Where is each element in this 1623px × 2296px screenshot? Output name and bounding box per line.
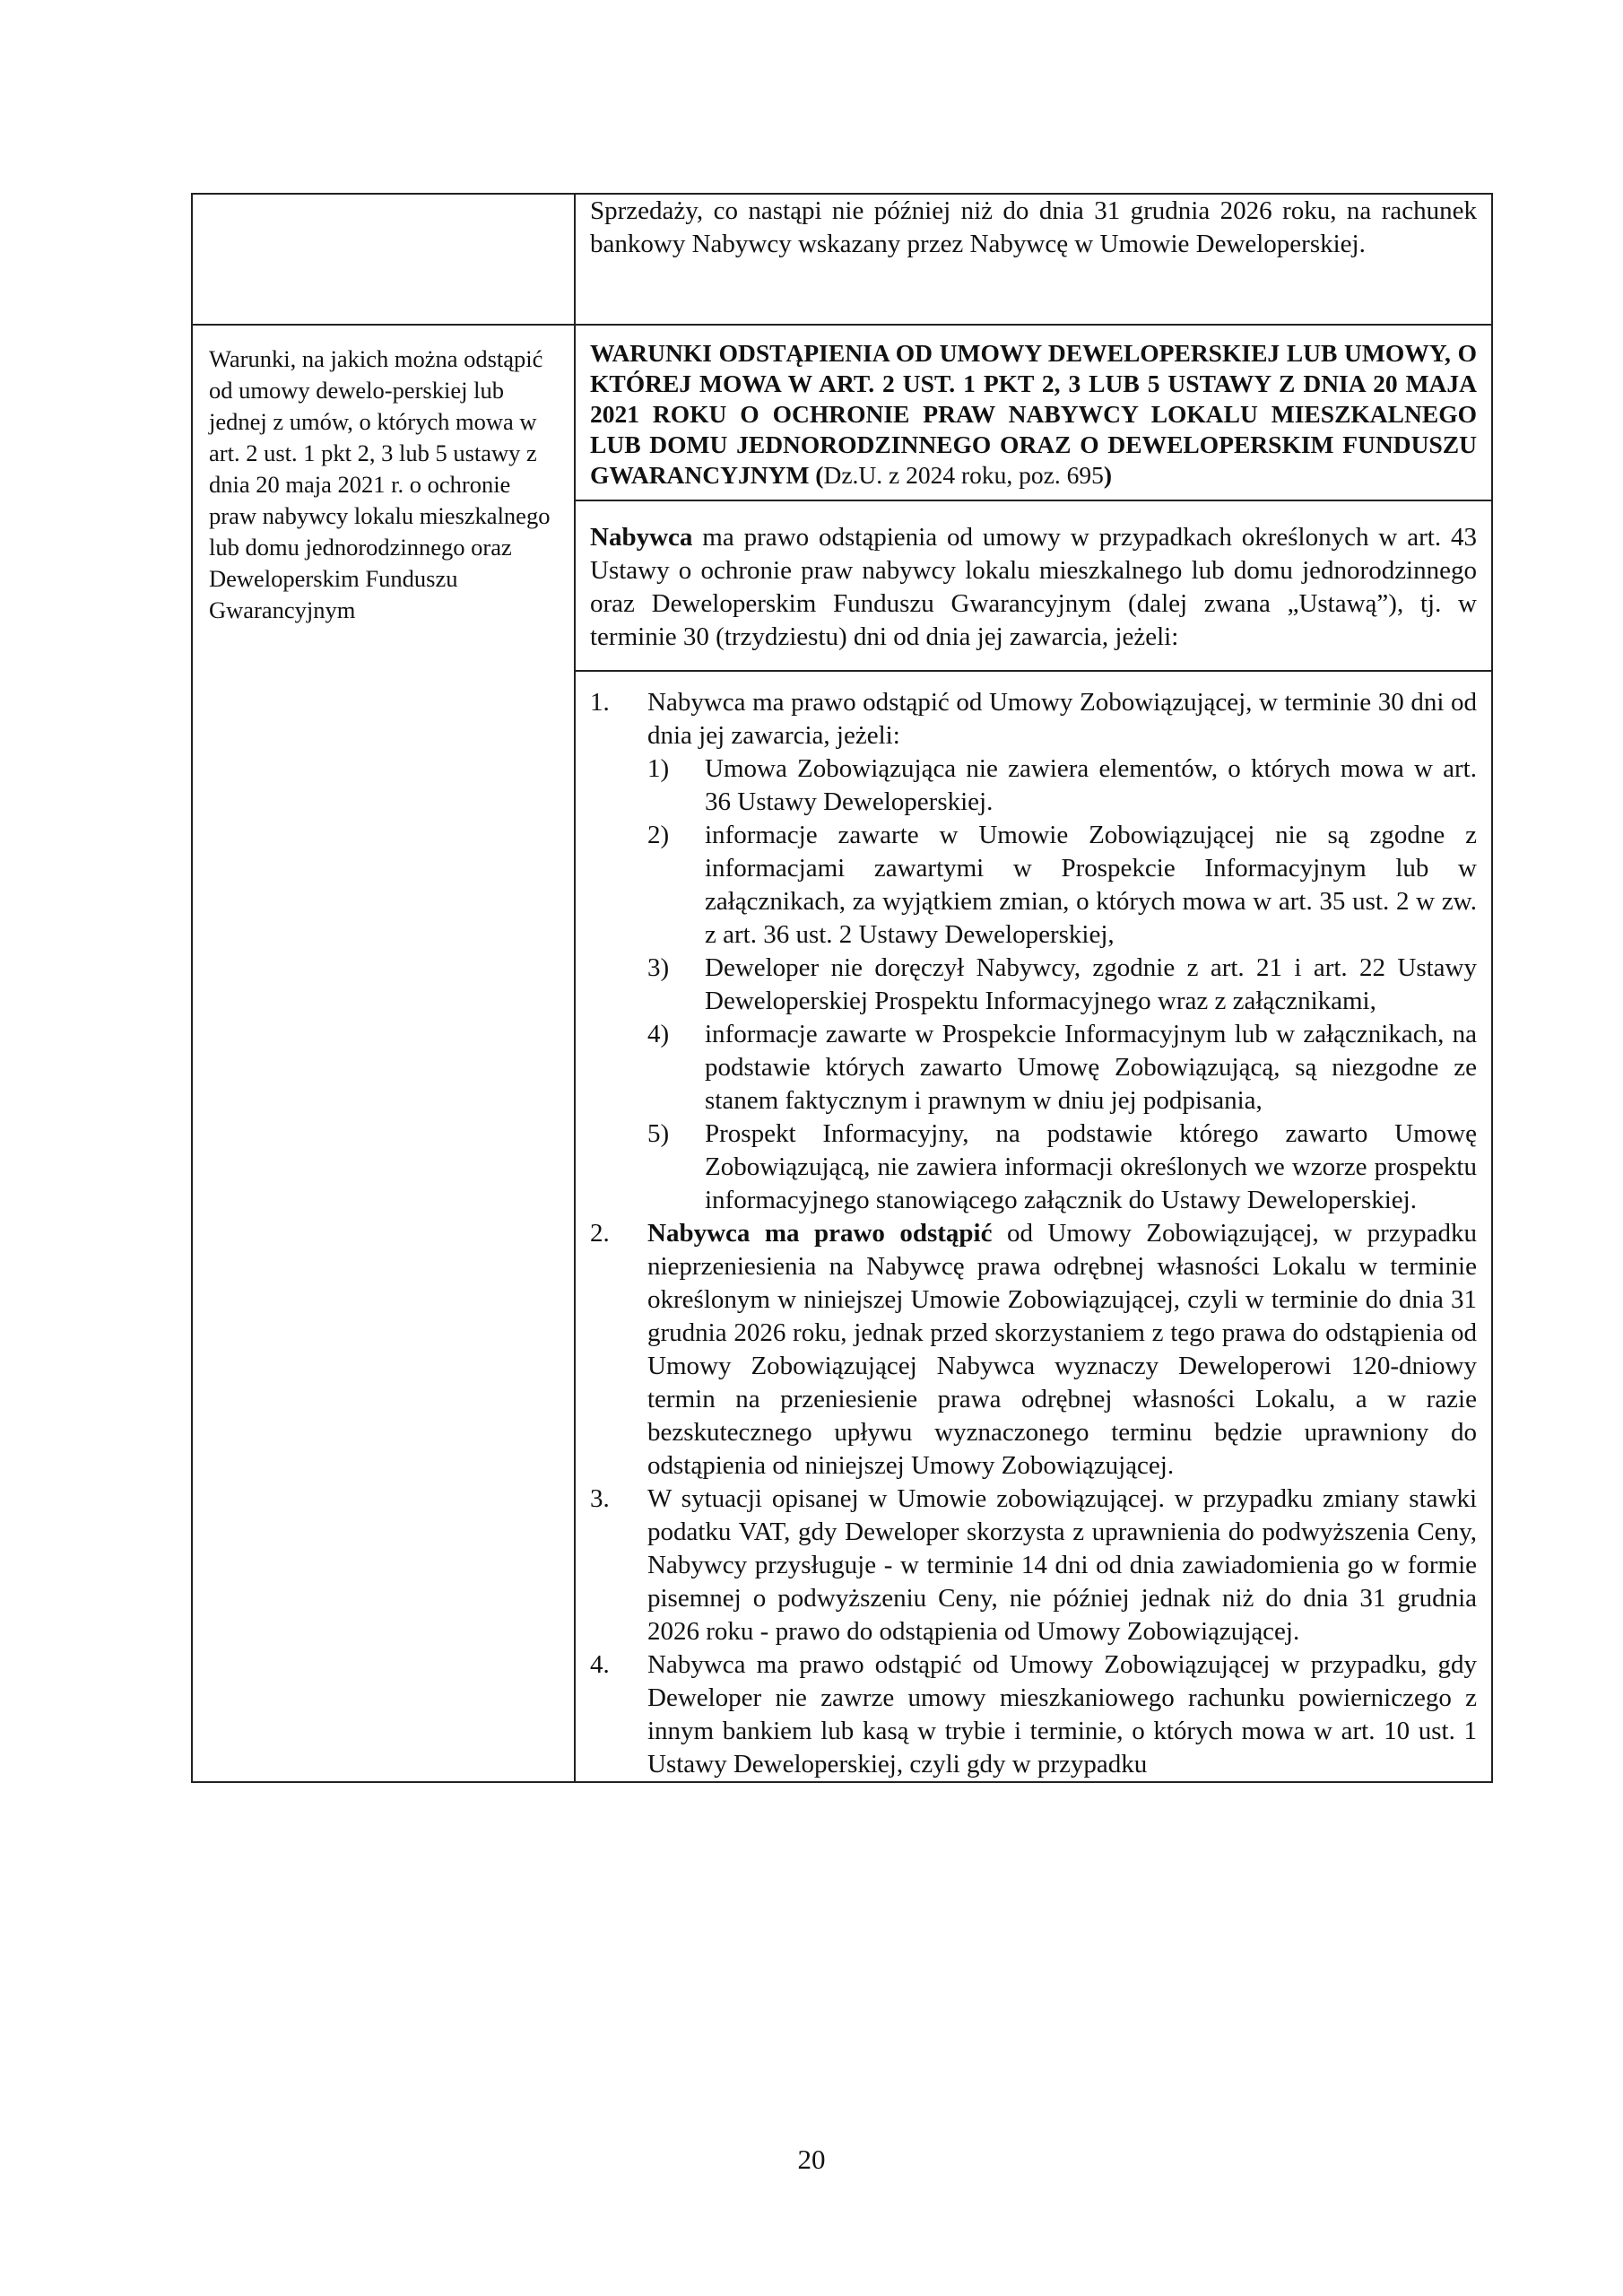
table-row-withdrawal [192, 325, 1492, 500]
sub-item-number: 2) [647, 821, 670, 849]
table-row-continuation [192, 194, 1492, 325]
sub-list-item [647, 1118, 1477, 1217]
sub-list-item [647, 952, 1477, 1018]
list-item [590, 1483, 1477, 1648]
sub-item-text: Deweloper nie doręczył Nabywcy, zgodnie z art. 21 i art. 22 Ustawy Deweloperskiej Prospektu Informacyjnego wraz z załącznikami, [705, 953, 1477, 1015]
sub-list-wrapper [590, 752, 1477, 1217]
item-number: 3. [590, 1484, 610, 1513]
numbered-list [590, 686, 1477, 1781]
intro-paragraph [576, 501, 1491, 670]
sub-list [590, 752, 1477, 1217]
continuation-text: Sprzedaży, co nastąpi nie później niż do dnia 31 grudnia 2026 roku, na rachunek bankowy Nabywcy wskazany przez Nabywcę w Umowie Deweloperskiej. [590, 196, 1477, 258]
sub-item-text: Umowa Zobowiązująca nie zawiera elementów, o których mowa w art. 36 Ustawy Deweloperskiej. [705, 754, 1477, 816]
sub-item-number: 5) [647, 1119, 670, 1148]
section-heading [576, 326, 1491, 500]
sub-list-item [647, 752, 1477, 819]
sub-item-text: informacje zawarte w Prospekcie Informacyjnym lub w załącznikach, na podstawie których zawarto Umowę Zobowiązującą, są niezgodne ze stanem faktycznym i prawnym w dniu jej podpisania, [705, 1020, 1477, 1115]
intro-text: ma prawo odstąpienia od umowy w przypadkach określonych w art. 43 Ustawy o ochronie praw nabywcy lokalu mieszkalnego lub domu jednorodzinnego oraz Deweloperskim Funduszu Gwarancyjnym (dalej zwana „Ustawą”), tj. w terminie 30 (trzydziestu) dni od dnia jej zawarcia, jeżeli: [590, 523, 1477, 651]
sub-item-number: 4) [647, 1020, 670, 1048]
sub-item-text: informacje zawarte w Umowie Zobowiązującej nie są zgodne z informacjami zawartymi w Prospekcie Informacyjnym lub w załącznikach, za wyjątkiem zmian, o których mowa w art. 35 ust. 2 w zw. z art. 36 ust. 2 Ustawy Deweloperskiej, [705, 821, 1477, 949]
item-number: 2. [590, 1219, 610, 1248]
list-item [590, 1217, 1477, 1483]
intro-bold: Nabywca [590, 523, 693, 552]
page-number: 20 [797, 2144, 826, 2175]
sub-item-text: Prospekt Informacyjny, na podstawie którego zawarto Umowę Zobowiązującą, nie zawiera informacji określonych we wzorze prospektu informacyjnego stanowiącego załącznik do Ustawy Deweloperskiej. [705, 1119, 1477, 1214]
heading-bold: WARUNKI ODSTĄPIENIA OD UMOWY DEWELOPERSKIEJ LUB UMOWY, O KTÓREJ MOWA W ART. 2 UST. 1 PKT 2, 3 LUB 5 USTAWY Z DNIA 20 MAJA 2021 ROKU O OCHRONIE PRAW NABYWCY LOKALU MIESZKALNEGO LUB DOMU JEDNORODZINNEGO ORAZ O DEWELOPERSKIM FUNDUSZU GWARANCYJNYM ( [590, 339, 1477, 489]
sub-list-item [647, 1018, 1477, 1118]
item-text: od Umowy Zobowiązującej, w przypadku nieprzeniesienia na Nabywcę prawa odrębnej własności Lokalu w terminie określonym w niniejszej Umowie Zobowiązującej, czyli w terminie do dnia 31 grudnia 2026 roku, jednak przed skorzystaniem z tego prawa do odstąpienia od Umowy Zobowiązującej Nabywca wyznaczy Deweloperowi 120-dniowy termin na przeniesienie prawa odrębnej własności Lokalu, a w razie bezskutecznego upływu wyznaczonego terminu będzie uprawniony do odstąpienia od niniejszej Umowy Zobowiązującej. [647, 1219, 1477, 1480]
conditions-table [191, 193, 1493, 1783]
heading-cell [575, 325, 1492, 500]
list-item [590, 686, 1477, 752]
item-bold: Nabywca ma prawo odstąpić [647, 1219, 993, 1248]
item-number: 1. [590, 688, 610, 717]
item-number: 4. [590, 1650, 610, 1679]
sub-list-item [647, 819, 1477, 952]
left-label: Warunki, na jakich można odstąpić od umowy dewelo-perskiej lub jednej z umów, o których mowa w art. 2 ust. 1 pkt 2, 3 lub 5 ustawy z dnia 20 maja 2021 r. o ochronie praw nabywcy lokalu mieszkalnego lub domu jednorodzinnego oraz Deweloperskim Funduszu Gwarancyjnym [209, 345, 551, 623]
heading-reference: Dz.U. z 2024 roku, poz. 695 [823, 461, 1104, 489]
items-cell [575, 671, 1492, 1782]
empty-label-cell [192, 194, 575, 325]
sub-item-number: 1) [647, 754, 670, 783]
list-item [590, 1648, 1477, 1781]
label-cell [192, 325, 575, 1782]
continuation-cell [575, 194, 1492, 325]
heading-close: ) [1103, 461, 1113, 489]
sub-item-number: 3) [647, 953, 670, 982]
item-text: Nabywca ma prawo odstąpić od Umowy Zobowiązującej, w terminie 30 dni od dnia jej zawarcia, jeżeli: [647, 688, 1477, 750]
item-text: W sytuacji opisanej w Umowie zobowiązującej. w przypadku zmiany stawki podatku VAT, gdy Deweloper skorzysta z uprawnienia do podwyższenia Ceny, Nabywcy przysługuje - w terminie 14 dni od dnia zawiadomienia go w formie pisemnej o podwyższeniu Ceny, nie później jednak niż do dnia 31 grudnia 2026 roku - prawo do odstąpienia od Umowy Zobowiązującej. [647, 1484, 1477, 1646]
intro-cell [575, 500, 1492, 671]
item-text: Nabywca ma prawo odstąpić od Umowy Zobowiązującej w przypadku, gdy Deweloper nie zawrze umowy mieszkaniowego rachunku powierniczego z innym bankiem lub kasą w trybie i terminie, o których mowa w art. 10 ust. 1 Ustawy Deweloperskiej, czyli gdy w przypadku [647, 1650, 1477, 1779]
